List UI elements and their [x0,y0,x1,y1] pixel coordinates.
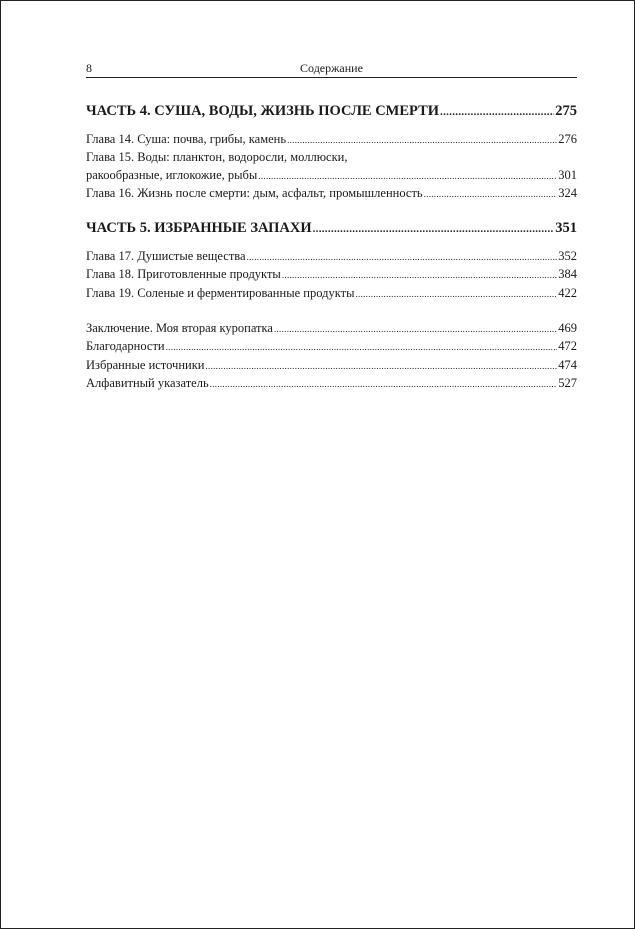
running-header [86,60,577,78]
chapter-title-continued: ракообразные, иглокожие, рыбы [86,167,258,182]
dot-leader [440,101,554,122]
chapter-title: Глава 19. Соленые и ферментированные продукты [86,285,355,300]
dot-leader [247,248,558,266]
page-ref: 301 [558,167,577,182]
page-number: 8 [86,61,92,75]
dot-leader [274,320,557,338]
table-of-contents [86,101,577,393]
page-ref: 474 [558,357,577,372]
page-ref: 422 [558,285,577,300]
page-ref: 472 [558,339,577,354]
toc-part-4[interactable] [86,101,577,122]
toc-chapter-17[interactable] [86,248,577,266]
toc-chapter-15-line-1[interactable] [86,149,577,166]
page-ref: 469 [558,321,577,336]
chapter-title: Глава 17. Душистые вещества [86,249,246,264]
page-ref: 275 [555,103,577,119]
page-ref: 324 [558,185,577,200]
toc-chapter-15[interactable] [86,167,577,185]
chapter-title: Глава 18. Приготовленные продукты [86,267,281,282]
toc-chapter-16[interactable] [86,185,577,203]
chapter-title: Глава 15. Воды: планктон, водоросли, моллюски, [86,150,348,165]
toc-chapter-18[interactable] [86,266,577,284]
toc-acknowledgments[interactable] [86,338,577,356]
dot-leader [166,338,558,356]
page-ref: 351 [555,220,577,237]
page-ref: 527 [558,375,577,390]
dot-leader [355,285,557,303]
entry-title: Благодарности [86,339,165,354]
toc-chapter-19[interactable] [86,285,577,303]
chapter-title: Глава 14. Суша: почва, грибы, камень [86,132,287,146]
dot-leader [210,375,558,393]
page-ref: 384 [558,267,577,282]
toc-index[interactable] [86,375,577,393]
toc-chapter-14[interactable] [86,131,577,149]
dot-leader [287,131,557,149]
entry-title: Избранные источники [86,357,205,372]
toc-sources[interactable] [86,357,577,375]
entry-title: Алфавитный указатель [86,375,209,390]
page-ref: 276 [558,132,577,146]
part-title: ЧАСТЬ 4. СУША, ВОДЫ, ЖИЗНЬ ПОСЛЕ СМЕРТИ [86,103,440,119]
chapter-title: Глава 16. Жизнь после смерти: дым, асфальт, промышленность [86,185,423,200]
dot-leader [205,357,557,375]
page-ref: 352 [558,249,577,264]
toc-part-5[interactable] [86,218,577,239]
dot-leader [258,167,557,185]
part-title: ЧАСТЬ 5. ИЗБРАННЫЕ ЗАПАХИ [86,220,312,237]
dot-leader [313,218,555,239]
entry-title: Заключение. Моя вторая куропатка [86,321,273,336]
running-title: Содержание [300,61,363,75]
dot-leader [424,185,558,203]
toc-conclusion[interactable] [86,320,577,338]
dot-leader [282,266,557,284]
